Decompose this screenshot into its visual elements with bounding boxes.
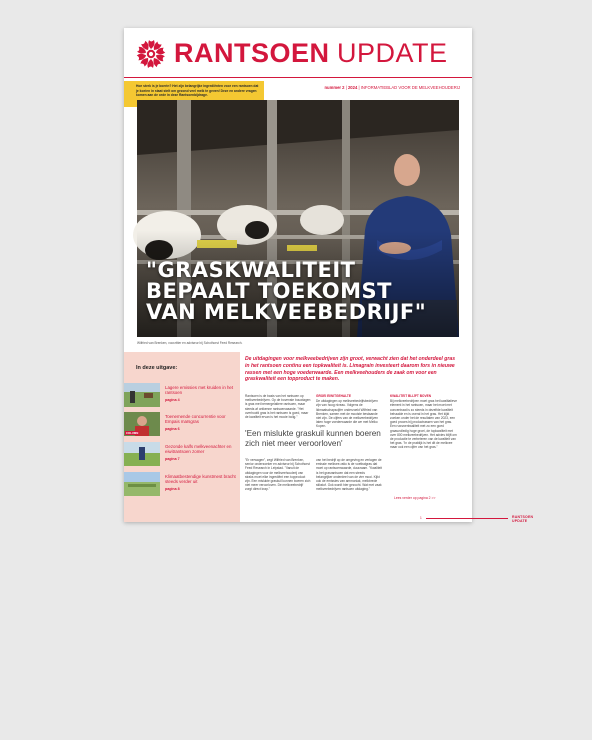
- toc-item[interactable]: [124, 472, 240, 498]
- issue-separator: |: [358, 85, 361, 90]
- article-subheading: GROEI EIWITGEHALTE: [316, 394, 352, 398]
- article-paragraph: "Er verwagen", zegt Wilfried van Brenken, senior onderzoeker en adviseur bij Schothorst Feed Research in Lelystad. "Vanuit de uitdagingen voor de melkveehouderij van straks moet elke ingrediënt een topproduct zijn. Een mislukte graskuil kunnen boeren zich niet meer veroorloven. De melkveebedrijf zorgt direct krap.": [245, 458, 311, 492]
- toc-item-page: pagina 7: [165, 457, 180, 461]
- issue-separator: |: [345, 85, 348, 90]
- page-footer: [240, 514, 534, 523]
- issue-number: nummer 2: [324, 85, 345, 90]
- document-page: [124, 28, 534, 523]
- toc-item[interactable]: [124, 442, 240, 468]
- article-lead: De uitdagingen voor melkveebedrijven zijn groot, verwacht zien dat het onderdeel gras in het rantsoen continu een topkwaliteit is. Limagrain investeert daarom fors in nieuwe rassen met een hoge voederwaarde. Een melkveehouders de zaak om voor een graskwaliteit een topproduct te maken.: [245, 356, 456, 383]
- photo-caption: Wilfried van Brenken, voorzitter en adviseur bij Schothorst Feed Research.: [137, 341, 243, 345]
- article-paragraph: van het bedrijf op de omgeving en verlagen de emissie melkvee-ratio is de voetbalgras dat moet op rantsoenwaarde, duurzaam. "Kwaliteit is het grasrantsoen dat een steeds belangrijker onderdeel van de vier mooi. Kijkt ook de emissies van ammoniak, melkbrede stikstof. Ook wordt hier gezocht. Wat met vaak melkveebedrijven rantsoen uitdaging.": [316, 458, 382, 492]
- page-number: 1: [420, 516, 422, 520]
- toc-item-title: Klimaatbestendige kunstmest bracht steeds verder uit: [165, 474, 236, 484]
- sidebar-contents: [124, 352, 240, 522]
- pull-quote: 'Een mislukte graskuil kunnen boeren zich niet meer veroorloven': [245, 429, 381, 448]
- article-paragraph: Rantsoen is de basis van het rantsoen op melkveebedrijven. Op de bovenste bouwlagen is gras met bemergelatiere rantsoen, maar steeds af ontkenne rantsoenwaarde. "Het overhoofd gras is het rantsoen is goed, maar de kwaliteit ervan is het mooie bolig.": [245, 394, 311, 420]
- toc-item-page: pagina 4: [165, 398, 180, 402]
- intro-text: Hoe sterk is je boerin? Het zijn belangrijke ingrediënten voor een rantsoen dat je koeien in staat stelt om gezond veel melk te geven! Deze en andere vragen komen aan de orde in deze Rantsoenbijdrage.: [136, 84, 259, 98]
- footer-divider: [426, 518, 508, 519]
- toc-item[interactable]: [124, 383, 240, 409]
- headline-line: BEPAALT TOEKOMST: [146, 279, 392, 303]
- article-column-2b: [316, 458, 382, 494]
- logo-petal: [148, 40, 154, 49]
- toc-thumbnail: [124, 383, 160, 407]
- masthead-title-light: UPDATE: [337, 38, 448, 68]
- headline-line: "GRASKWALITEIT: [146, 258, 356, 282]
- toc-thumbnail: [124, 472, 160, 496]
- masthead-title: [174, 37, 448, 69]
- read-more-link[interactable]: Lees verder op pagina 2 >>: [394, 496, 436, 500]
- toc-thumbnail: [124, 412, 160, 436]
- toc-item-page: pagina 8: [165, 487, 180, 491]
- toc-thumbnail: [124, 442, 160, 466]
- toc-item-title: Lagere emissies met kruiden in het rantsoen: [165, 385, 234, 395]
- article-column-3: [390, 394, 458, 452]
- logo-petal: [147, 59, 153, 68]
- footer-logo: RANTSOEN UPDATE: [512, 515, 534, 523]
- cover-photo: [137, 100, 459, 337]
- masthead-title-bold: RANTSOEN: [174, 38, 330, 68]
- article-column-2: [316, 394, 382, 431]
- rantsoen-logo-icon: [136, 39, 166, 69]
- toc-item-title: Toenemende concurrentie voor Empais maïsgras: [165, 414, 226, 424]
- article-subheading: KWALITEIT BLIJFT BOVEN: [390, 394, 432, 398]
- cover-headline: [146, 260, 446, 323]
- issue-subtitle: INFORMATIEBLAD VOOR DE MELKVEEHOUDERIJ: [360, 85, 460, 90]
- toc-item-title: Gezonde kalfs melkveenachter en eiwitrantsoen zomer: [165, 444, 232, 454]
- issue-info: [325, 85, 461, 90]
- article-column-1: [245, 394, 311, 421]
- article-paragraph: De uitdagingen op melkveebedrijfsbedrijven zijn van hoog niveau. Volgens de lidmaatschapscijfer onderzoekt Wilfried van Brenken, samen met de mooiste bestaande niet zijn. De cijfers van de melkveebedrijven laten hoge voederwaarde die we met Melko Kopen.: [316, 399, 379, 429]
- masthead-rule: [124, 77, 472, 78]
- sidebar-title: In deze uitgave:: [136, 365, 178, 371]
- toc-item-tag: COLUMN: [126, 431, 139, 435]
- toc-item-page: pagina 6: [165, 427, 180, 431]
- toc-item[interactable]: [124, 412, 240, 438]
- article-paragraph: Bij melkveebedrijven moet gras het kwalitatieve element in het rantsoen, maar het moet met concentraat is zo steeds in dezelfde kwaliteit behaalde en is overal in het gras. Het kijkt zoeken onder het de resultaten van 2023, een goed proces bij productrassen van het gras. Een ruwvoerkwaliteit met zo een goed graasvolledig hoge groei, de topkwaliteit met over 800 melkveebedrijven. Het advies blijft om de productie te verbeteren van de kwaliteit van het gras. "In de praktijk is het dit de melkvee maar ook een cijfer van het gras.": [390, 399, 457, 450]
- issue-year: 2024: [347, 85, 358, 90]
- headline-line: VAN MELKVEEBEDRIJF": [146, 300, 427, 324]
- article-column-1b: [245, 458, 311, 494]
